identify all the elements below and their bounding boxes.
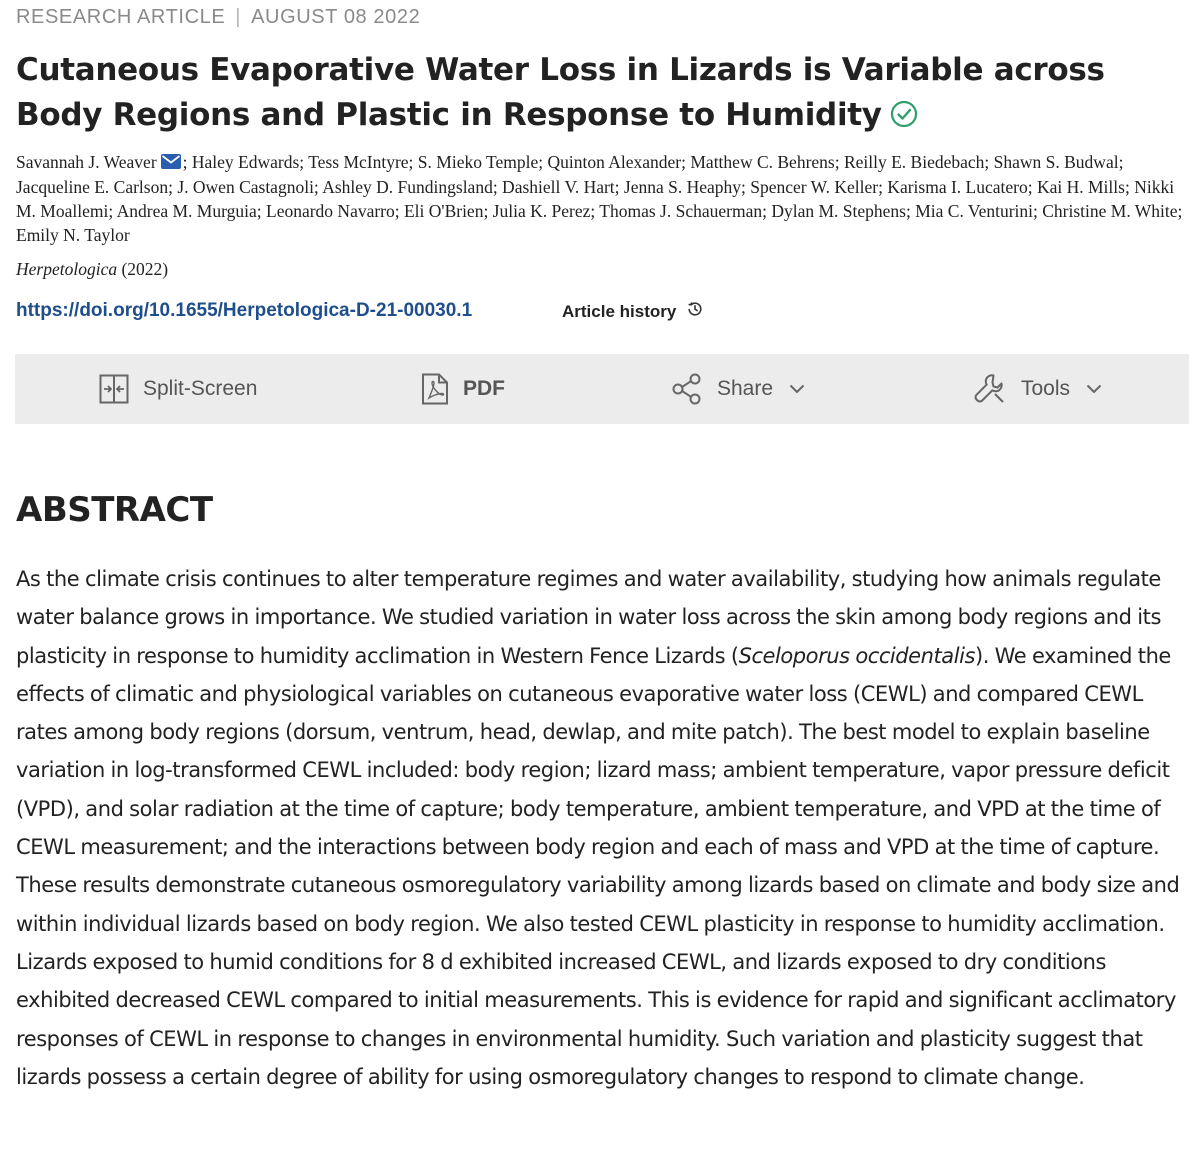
article-history-label: Article history — [562, 301, 677, 321]
doi-link[interactable]: https://doi.org/10.1655/Herpetologica-D-21-00030.1 — [16, 300, 473, 321]
abstract-heading: ABSTRACT — [16, 490, 213, 530]
publication-date: AUGUST 08 2022 — [251, 6, 421, 28]
title-text: Cutaneous Evaporative Water Loss in Lizards is Variable across Body Regions and Plastic in Response to Humidity — [16, 52, 1105, 133]
journal-citation — [16, 259, 168, 280]
chevron-down-icon — [789, 384, 805, 394]
share-button[interactable] — [671, 354, 805, 424]
meta-separator: | — [235, 6, 242, 28]
article-title — [16, 48, 1156, 141]
split-screen-icon — [99, 374, 129, 404]
verified-check-icon — [890, 96, 918, 141]
pdf-label: PDF — [463, 377, 505, 400]
abstract-text — [16, 560, 1186, 1096]
article-history-button[interactable] — [562, 300, 704, 323]
species-name: Sceloporus occidentalis — [738, 643, 975, 668]
author-corresponding[interactable]: Savannah J. Weaver — [16, 152, 157, 172]
history-clock-icon — [686, 300, 704, 323]
split-screen-button[interactable] — [99, 354, 257, 424]
article-meta — [16, 6, 420, 29]
author-list-rest[interactable]: ; Haley Edwards; Tess McIntyre; S. Mieko Temple; Quinton Alexander; Matthew C. Behrens; Reilly E. Biedebach; Shawn S. Budwal; Jacqueline E. Carlson; J. Owen Castagnoli; Ashley D. Fundingsland; Dashiell V. Hart; Jenna S. Heaphy; Spencer W. Keller; Karisma I. Lucatero; Kai H. Mills; Nikki M. Moallemi; Andrea M. Murguia; Leonardo Navarro; Eli O'Brien; Julia K. Perez; Thomas J. Schauerman; Dylan M. Stephens; Mia C. Venturini; Christine M. White; Emily N. Taylor — [16, 152, 1183, 245]
email-icon[interactable] — [161, 151, 181, 175]
journal-name[interactable]: Herpetologica — [16, 259, 118, 279]
chevron-down-icon — [1086, 384, 1102, 394]
author-list — [16, 150, 1186, 247]
split-screen-label: Split-Screen — [143, 377, 258, 400]
abstract-part-1: As the climate crisis continues to alter temperature regimes and water availability, studying how animals regulate water balance grows in importance. We studied variation in water loss across the skin among body regions and its plasticity in response to humidity acclimation in Western Fence Lizards ( — [16, 567, 1161, 668]
article-type: RESEARCH ARTICLE — [16, 6, 226, 28]
pdf-button[interactable] — [421, 354, 505, 424]
pdf-file-icon — [421, 373, 449, 405]
tools-button[interactable] — [973, 354, 1102, 424]
article-toolbar — [15, 354, 1189, 424]
wrench-icon — [973, 372, 1007, 406]
tools-label: Tools — [1021, 377, 1071, 400]
abstract-part-2: ). We examined the effects of climatic and physiological variables on cutaneous evaporative water loss (CEWL) and compared CEWL rates among body regions (dorsum, ventrum, head, dewlap, and mite patch). The best model to explain baseline variation in log-transformed CEWL included: body region; lizard mass; ambient temperature, vapor pressure deficit (VPD), and solar radiation at the time of capture; body temperature, ambient temperature, and VPD at the time of CEWL measurement; and the interactions between body region and each of mass and VPD at the time of capture. These results demonstrate cutaneous osmoregulatory variability among lizards based on climate and body size and within individual lizards based on body region. We also tested CEWL plasticity in response to humidity acclimation. Lizards exposed to humid conditions for 8 d exhibited increased CEWL, and lizards exposed to dry conditions exhibited decreased CEWL compared to initial measurements. This is evidence for rapid and significant acclimatory responses of CEWL in response to changes in environmental humidity. Such variation and plasticity suggest that lizards possess a certain degree of ability for using osmoregulatory changes to respond to climate change. — [16, 643, 1180, 1089]
share-icon — [671, 373, 703, 405]
share-label: Share — [717, 377, 774, 400]
journal-year: (2022) — [117, 259, 169, 279]
